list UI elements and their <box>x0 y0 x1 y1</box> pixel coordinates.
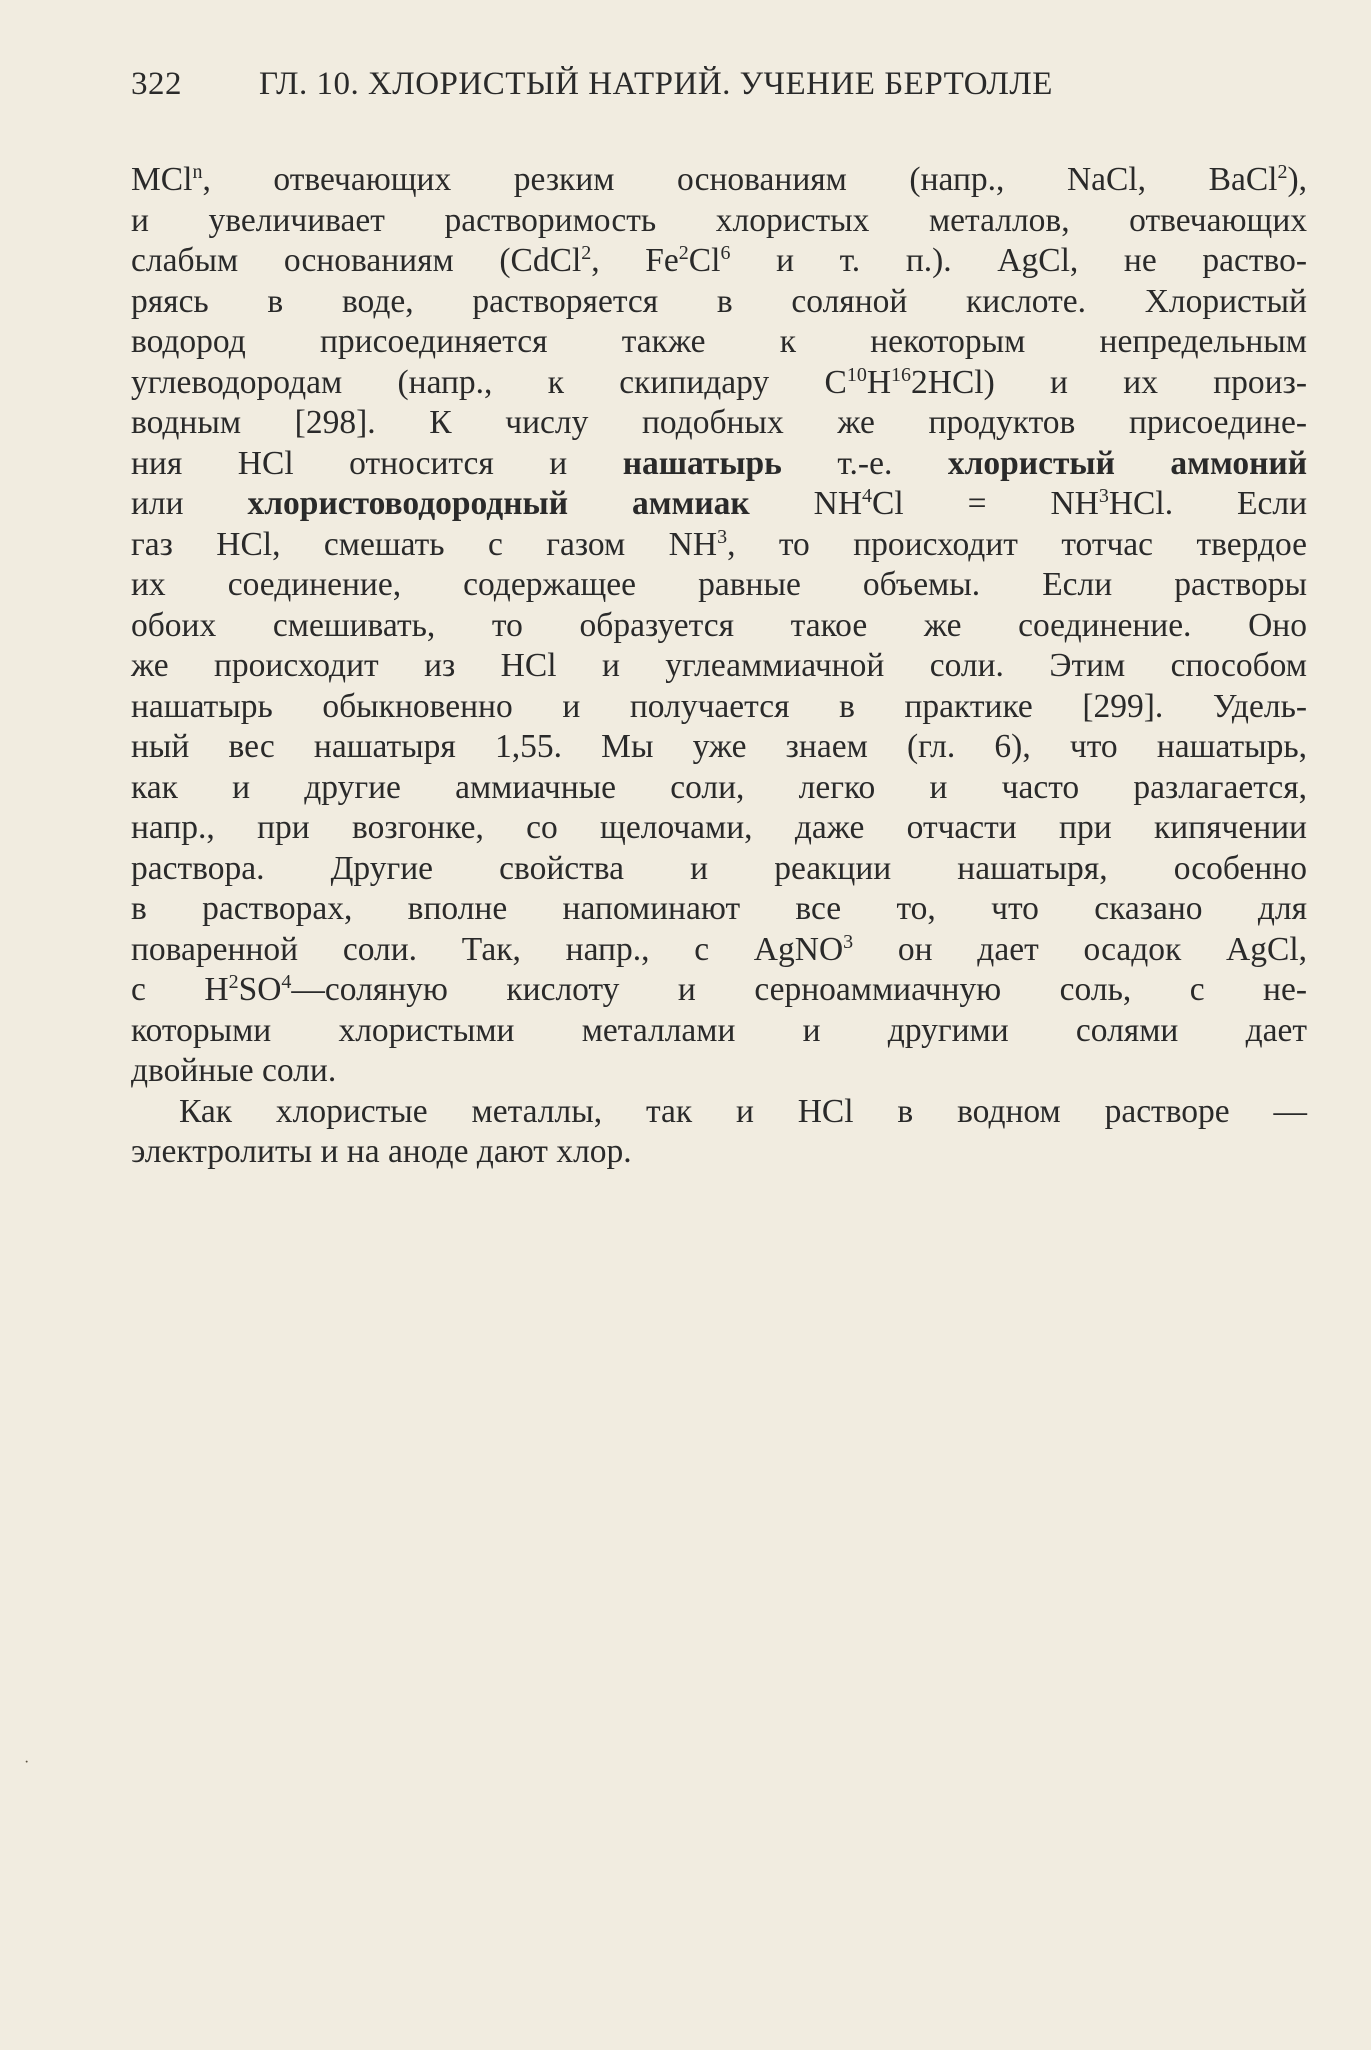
text-line <box>131 808 1307 849</box>
text-line <box>131 363 1307 404</box>
text-line <box>131 606 1307 647</box>
text-run: HCl. Если <box>1108 485 1307 522</box>
text-run: 2HCl) и их произ- <box>911 363 1307 401</box>
text-line <box>131 1051 1307 1092</box>
superscript: 3 <box>1098 485 1109 507</box>
text-line <box>131 727 1307 768</box>
text-line <box>131 768 1307 809</box>
text-line <box>131 201 1307 242</box>
text-run: двойные соли. <box>131 1052 337 1089</box>
bold-term: хлористоводородный аммиак <box>247 485 750 522</box>
text-run: ный вес нашатыря 1,55. Мы уже знаем (гл. 6), что нашатырь, <box>131 728 1307 765</box>
text-run: NH <box>749 485 863 522</box>
text-run: как и другие аммиачные соли, легко и часто разлагается, <box>131 768 1307 806</box>
print-speck: · <box>24 1754 30 1771</box>
superscript: 4 <box>281 971 292 993</box>
text-run: обоих смешивать, то образуется такое же соединение. Оно <box>131 606 1307 644</box>
text-run: слабым основаниям (CdCl <box>131 242 582 279</box>
text-run: и увеличивает растворимость хлористых металлов, отвечающих <box>131 201 1307 239</box>
text-line <box>131 889 1307 930</box>
text-run: раствора. Другие свойства и реакции нашатыря, особенно <box>131 849 1307 887</box>
text-run: электролиты и на аноде дают хлор. <box>131 1133 632 1170</box>
superscript: 2 <box>1277 161 1288 183</box>
superscript: 16 <box>891 363 912 386</box>
running-head <box>131 66 1307 103</box>
superscript: 6 <box>720 242 731 264</box>
text-line <box>131 160 1307 201</box>
superscript: 3 <box>717 525 728 548</box>
text-run: поваренной соли. Так, напр., с AgNO <box>131 930 844 968</box>
text-line <box>131 525 1307 566</box>
text-run: с H <box>131 971 229 1008</box>
text-run: H <box>866 363 892 401</box>
text-run: Как хлористые металлы, так и HCl в водном растворе — <box>179 1092 1307 1130</box>
running-title: ГЛ. 10. ХЛОРИСТЫЙ НАТРИЙ. УЧЕНИЕ БЕРТОЛЛЕ <box>259 66 1053 102</box>
text-run: их соединение, содержащее равные объемы. Если растворы <box>131 566 1307 603</box>
bold-term: нашатырь <box>622 444 782 482</box>
text-line <box>131 241 1307 282</box>
text-line <box>131 646 1307 687</box>
superscript: 2 <box>581 242 592 264</box>
text-run: водород присоединяется также к некоторым непредельным <box>131 323 1307 360</box>
text-line <box>131 444 1307 485</box>
text-run: водным [298]. К числу подобных же продуктов присоедине- <box>131 404 1307 441</box>
text-run: нашатырь обыкновенно и получается в практике [299]. Удель- <box>131 687 1307 725</box>
text-run: ), <box>1287 161 1307 198</box>
text-run: углеводородам (напр., к скипидару C <box>131 363 847 401</box>
text-run: Cl = NH <box>872 485 1099 522</box>
text-run: же происходит из HCl и углеаммиачной соли. Этим способом <box>131 647 1307 684</box>
superscript: 10 <box>846 363 867 386</box>
superscript: 3 <box>843 930 854 953</box>
text-run: , отвечающих резким основаниям (напр., NaCl, BaCl <box>202 161 1278 198</box>
superscript: 2 <box>228 971 239 993</box>
text-run: , то происходит тотчас твердое <box>727 525 1307 563</box>
text-line <box>131 930 1307 971</box>
text-run: газ HCl, смешать с газом NH <box>131 525 718 563</box>
text-line <box>131 849 1307 890</box>
text-run: , Fe <box>591 242 679 279</box>
text-line <box>131 1132 1307 1173</box>
bold-term: хлористый аммоний <box>947 444 1307 482</box>
text-run: т.-е. <box>781 444 948 482</box>
text-run: и т. п.). AgCl, не раство- <box>730 242 1307 279</box>
superscript: 2 <box>678 242 689 264</box>
superscript: n <box>192 161 203 183</box>
text-run: Cl <box>688 242 721 279</box>
text-line <box>131 687 1307 728</box>
text-run: ряясь в воде, растворяется в соляной кислоте. Хлористый <box>131 282 1307 320</box>
text-run: он дает осадок AgCl, <box>853 930 1307 968</box>
text-run: которыми хлористыми металлами и другими солями дает <box>131 1011 1307 1049</box>
text-line <box>131 403 1307 444</box>
body-text <box>131 160 1307 1173</box>
text-line <box>131 1092 1307 1133</box>
page-number: 322 <box>131 66 182 102</box>
text-line <box>131 322 1307 363</box>
text-run: или <box>131 485 248 522</box>
text-line <box>131 970 1307 1011</box>
text-line <box>131 484 1307 525</box>
text-run: в растворах, вполне напоминают все то, что сказано для <box>131 890 1307 927</box>
text-run: —соляную кислоту и серноаммиачную соль, с не- <box>291 971 1308 1008</box>
text-line <box>131 282 1307 323</box>
text-line <box>131 1011 1307 1052</box>
text-run: напр., при возгонке, со щелочами, даже отчасти при кипячении <box>131 809 1307 846</box>
text-run: SO <box>238 971 282 1008</box>
text-run: ния HCl относится и <box>131 444 623 482</box>
superscript: 4 <box>862 485 873 507</box>
text-run: MCl <box>131 161 193 198</box>
text-line <box>131 565 1307 606</box>
